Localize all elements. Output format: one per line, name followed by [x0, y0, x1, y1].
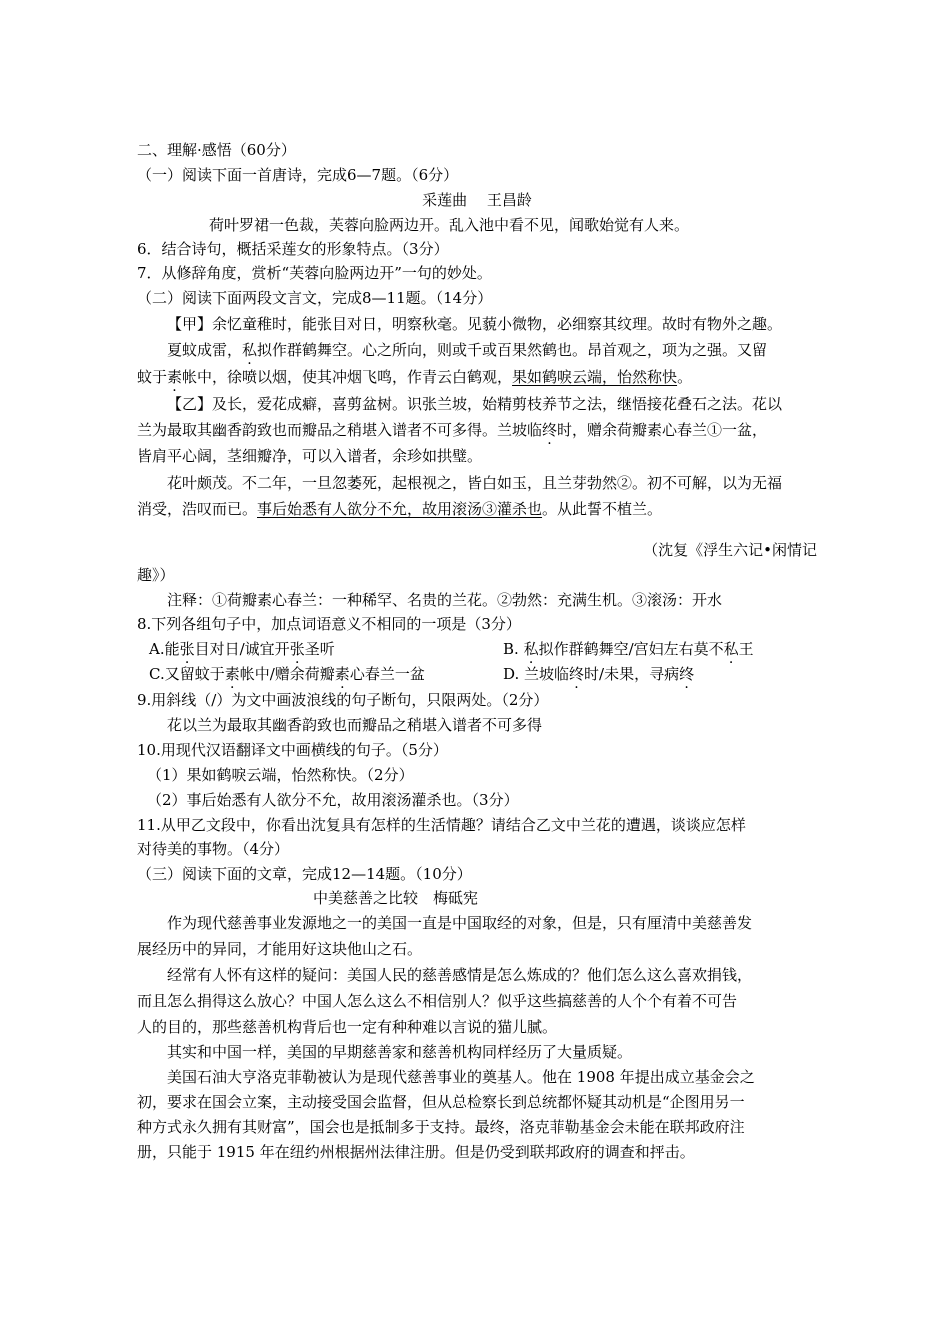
q10-item-2: （2）事后始悉有人欲分不允，故用滚汤灌杀也。（3分）	[147, 791, 519, 809]
dotted-word: 素	[167, 368, 183, 386]
question-6: 6．结合诗句，概括采莲女的形象特点。（3分）	[137, 240, 449, 258]
dotted-word: 终	[679, 665, 695, 683]
underlined-sentence: 事后始悉有人欲分不允，故用滚汤③灌杀也	[257, 500, 543, 518]
yi-line-5	[137, 497, 662, 521]
source-citation-cont: 趣》）	[137, 566, 175, 584]
dotted-word: 私	[523, 640, 539, 658]
p2-line-3: 人的目的，那些慈善机构背后也一定有种种难以言说的猫儿腻。	[137, 1018, 558, 1036]
text-span: 蚊于	[137, 368, 168, 386]
text-span: 目对日/诚宜开	[194, 640, 290, 658]
p4-line-3: 种方式永久拥有其财富”，国会也是抵制多于支持。最终，洛克菲勒基金会未能在联邦政府注	[137, 1118, 745, 1136]
source-citation: （沈复《浮生六记•闲情记	[643, 541, 817, 559]
dotted-word: 私	[242, 341, 258, 359]
question-10: 10.用现代汉语翻译文中画横线的句子。（5分）	[137, 741, 448, 759]
q8-option-d	[503, 662, 694, 686]
jia-line-2	[167, 338, 767, 362]
dotted-word: 张	[289, 640, 305, 658]
text-span: 帐中/赠余荷瓣	[239, 665, 335, 683]
text-span: A.能	[149, 640, 180, 658]
text-span: 时/未果，寻病	[584, 665, 680, 683]
p4-line-2: 初，要求在国会立案，主动接受国会监督，但从总检察长到总统都怀疑其动机是“企图用另一	[137, 1093, 745, 1111]
jia-line-3	[137, 365, 692, 389]
yi-line-2	[137, 418, 767, 442]
jia-line-1: 【甲】余忆童稚时，能张目对日，明察秋毫。见藐小微物，必细察其纹理。故时有物外之趣。	[167, 315, 783, 333]
text-span: D. 兰坡临	[503, 665, 570, 683]
wavy-sentence: 兰为最取其幽香韵致也而瓣品之稍堪入谱者不可多得。兰坡临	[137, 421, 543, 439]
yi-line-4: 花叶颇茂。不二年，一旦忽萎死，起根视之，皆白如玉，且兰芽勃然②。初不可解，以为无福	[167, 474, 783, 492]
p1-line-2: 展经历中的异同，才能用好这块他山之石。	[137, 940, 423, 958]
underlined-sentence: 果如鹤唳云端，怡然称快	[512, 368, 678, 386]
p2-line-2: 而且怎么捐得这么放心？中国人怎么这么不相信别人？似乎这些搞慈善的人个个有着不可告	[137, 992, 738, 1010]
q8-option-b	[503, 637, 754, 661]
question-7: 7．从修辞角度，赏析“芙蓉向脸两边开”一句的妙处。	[137, 264, 492, 282]
yi-line-1: 【乙】及长，爱花成癖，喜剪盆树。识张兰坡，始精剪枝养节之法，继悟接花叠石之法。花以	[167, 395, 783, 413]
dotted-word: 终	[569, 665, 585, 683]
text-span: 拟作群鹤舞空/宫妇左右莫不	[538, 640, 724, 658]
section-title: 二、理解·感悟（60分）	[137, 141, 296, 159]
text-span: C.又留蚊于	[149, 665, 225, 683]
question-11-cont: 对待美的事物。（4分）	[137, 840, 290, 858]
notes: 注释：①荷瓣素心春兰：一种稀罕、名贵的兰花。②勃然：充满生机。③滚汤：开水	[167, 591, 723, 609]
dotted-word: 张	[179, 640, 195, 658]
text-span: 心春兰一盆	[349, 665, 425, 683]
dotted-word: 素	[334, 665, 350, 683]
text-span: 。	[677, 368, 693, 386]
text-span: 圣听	[304, 640, 335, 658]
q8-option-a	[149, 637, 335, 661]
q8-option-c	[149, 662, 425, 686]
part3-heading: （三）阅读下面的文章，完成12—14题。（10分）	[137, 865, 472, 883]
p4-line-4: 册，只能于 1915 年在纽约州根据州法律注册。但是仍受到联邦政府的调查和抨击。	[137, 1143, 695, 1161]
part2-heading: （二）阅读下面两段文言文，完成8—11题。（14分）	[137, 289, 493, 307]
dotted-word: 私	[723, 640, 739, 658]
question-9: 9.用斜线（/）为文中画波浪线的句子断句，只限两处。（2分）	[137, 691, 549, 709]
part1-heading: （一）阅读下面一首唐诗，完成6—7题。（6分）	[137, 166, 459, 184]
text-span: 王	[738, 640, 754, 658]
dotted-word: 终	[542, 421, 558, 439]
question-8: 8.下列各组句子中，加点词语意义不相同的一项是（3分）	[137, 615, 521, 633]
text-span: 消受，浩叹而已。	[137, 500, 258, 518]
text-span: 帐中，徐喷以烟，使其冲烟飞鸣，作青云白鹤观，	[182, 368, 513, 386]
text-span: 时，赠余荷瓣素心春兰①一盆，	[557, 421, 768, 439]
text-span: 夏蚊成雷，	[167, 341, 243, 359]
poem-title: 采莲曲 王昌龄	[422, 191, 532, 209]
p1-line-1: 作为现代慈善事业发源地之一的美国一直是中国取经的对象，但是，只有厘清中美慈善发	[167, 914, 753, 932]
yi-line-3: 皆肩平心阔，茎细瓣净，可以入谱者，余珍如拱璧。	[137, 447, 483, 465]
q10-item-1: （1）果如鹤唳云端，怡然称快。（2分）	[147, 766, 414, 784]
article-title: 中美慈善之比较 梅砥宪	[313, 889, 479, 907]
question-11: 11.从甲乙文段中，你看出沈复具有怎样的生活情趣？请结合乙文中兰花的遭遇，谈谈应怎样	[137, 816, 746, 834]
text-span: 拟作群鹤舞空。心之所向，则或千或百果然鹤也。昂首观之，项为之强。又留	[257, 341, 768, 359]
text-span: 。从此誓不植兰。	[542, 500, 663, 518]
p2-line-1: 经常有人怀有这样的疑问：美国人民的慈善感情是怎么炼成的？他们怎么这么喜欢捐钱，	[167, 966, 753, 984]
p4-line-1: 美国石油大亨洛克菲勒被认为是现代慈善事业的奠基人。他在 1908 年提出成立基金会之	[167, 1068, 755, 1086]
p3-line-1: 其实和中国一样，美国的早期慈善家和慈善机构同样经历了大量质疑。	[167, 1043, 633, 1061]
poem-text: 荷叶罗裙一色裁，芙蓉向脸两边开。乱入池中看不见，闻歌始觉有人来。	[209, 216, 690, 234]
text-span: B.	[503, 640, 524, 658]
dotted-word: 素	[224, 665, 240, 683]
q9-sentence: 花以兰为最取其幽香韵致也而瓣品之稍堪入谱者不可多得	[167, 716, 543, 734]
